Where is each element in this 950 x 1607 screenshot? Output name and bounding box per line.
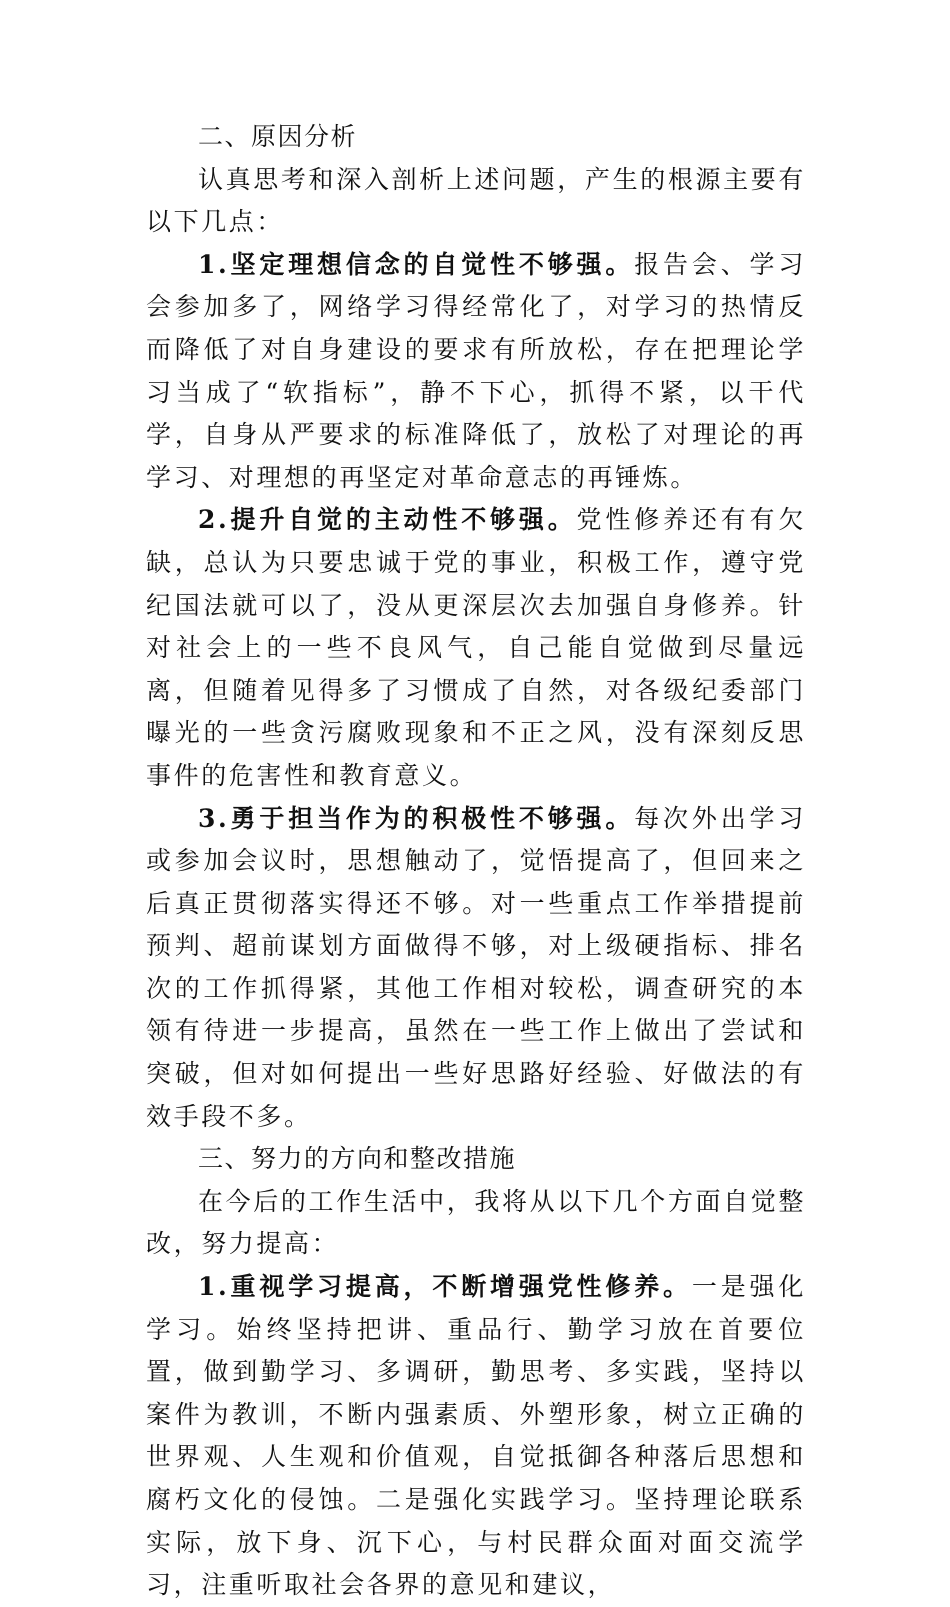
section-heading-cause-analysis: 二、原因分析 bbox=[198, 122, 358, 151]
section-intro-paragraph: 认真思考和深入剖析上述问题，产生的根源主要有以下几点： bbox=[146, 164, 806, 237]
cause-item-2-text: 党性修养还有有欠缺，总认为只要忠诚于党的事业，积极工作，遵守党纪国法就可以了，没从更深层次去加强自身修养。针对社会上的一些不良风气，自己能自觉做到尽量远离，但随着见得多了习惯成了自然，对各级纪委部门曝光的一些贪污腐败现象和不正之风，没有深刻反思事件的危害性和教育意义。 bbox=[146, 505, 806, 790]
cause-item-3-lead: 3.勇于担当作为的积极性不够强。 bbox=[198, 803, 635, 833]
cause-item-3 bbox=[146, 798, 806, 1139]
measure-item-1-lead: 1.重视学习提高，不断增强党性修养。 bbox=[198, 1272, 692, 1302]
document-body bbox=[146, 116, 806, 1607]
measure-item-1 bbox=[146, 1266, 806, 1607]
cause-item-2 bbox=[146, 499, 806, 797]
cause-item-1-lead: 1.坚定理想信念的自觉性不够强。 bbox=[198, 249, 635, 279]
section-intro-paragraph: 在今后的工作生活中，我将从以下几个方面自觉整改，努力提高： bbox=[146, 1186, 806, 1259]
cause-item-1 bbox=[146, 244, 806, 500]
cause-item-3-text: 每次外出学习或参加会议时，思想触动了，觉悟提高了，但回来之后真正贯彻落实得还不够。对一些重点工作举措提前预判、超前谋划方面做得不够，对上级硬指标、排名次的工作抓得紧，其他工作相对较松，调查研究的本领有待进一步提高，虽然在一些工作上做出了尝试和突破，但对如何提出一些好思路好经验、好做法的有效手段不多。 bbox=[146, 803, 806, 1131]
cause-item-1-text: 报告会、学习会参加多了，网络学习得经常化了，对学习的热情反而降低了对自身建设的要求有所放松，存在把理论学习当成了“软指标”，静不下心，抓得不紧，以干代学，自身从严要求的标准降低了，放松了对理论的再学习、对理想的再坚定对革命意志的再锤炼。 bbox=[146, 249, 806, 492]
section-heading-improvement-measures: 三、努力的方向和整改措施 bbox=[198, 1144, 517, 1174]
cause-item-2-lead: 2.提升自觉的主动性不够强。 bbox=[198, 505, 577, 535]
measure-item-1-text: 一是强化学习。始终坚持把讲、重品行、勤学习放在首要位置，做到勤学习、多调研，勤思考、多实践，坚持以案件为教训，不断内强素质、外塑形象，树立正确的世界观、人生观和价值观，自觉抵御各种落后思想和腐朽文化的侵蚀。二是强化实践学习。坚持理论联系实际，放下身、沉下心，与村民群众面对面交流学习，注重听取社会各界的意见和建议， bbox=[146, 1272, 806, 1600]
